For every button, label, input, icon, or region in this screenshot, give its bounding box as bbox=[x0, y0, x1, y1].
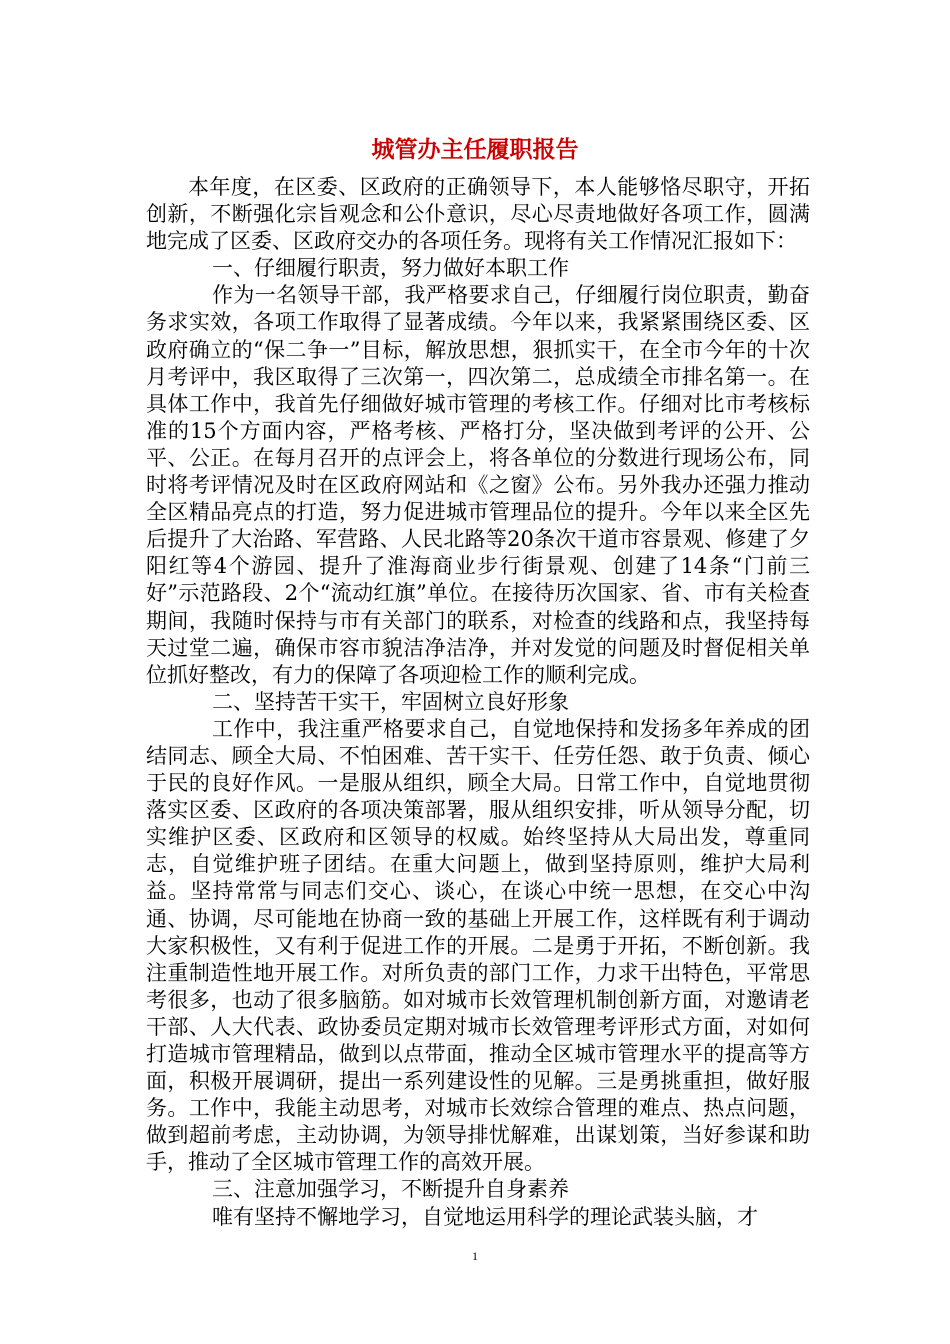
section-heading-2: 二、坚持苦干实干，牢固树立良好形象 bbox=[212, 689, 569, 714]
document-body bbox=[146, 174, 810, 1231]
paragraph-intro: 本年度，在区委、区政府的正确领导下，本人能够恪尽职守，开拓创新，不断强化宗旨观念和公仆意识，尽心尽责地做好各项工作，圆满地完成了区委、区政府交办的各项任务。现将有关工作情况汇报如下： bbox=[146, 175, 810, 254]
document-title: 城管办主任履职报告 bbox=[371, 136, 579, 163]
section-heading-3: 三、注意加强学习，不断提升自身素养 bbox=[212, 1177, 569, 1202]
section-heading-1: 一、仔细履行职责，努力做好本职工作 bbox=[212, 256, 569, 281]
paragraph-section-3: 唯有坚持不懈地学习，自觉地运用科学的理论武装头脑，才 bbox=[212, 1204, 758, 1229]
page-number: 1 bbox=[472, 1249, 478, 1263]
paragraph-section-1: 作为一名领导干部，我严格要求自己，仔细履行岗位职责，勤奋务求实效，各项工作取得了显著成绩。今年以来，我紧紧围绕区委、区政府确立的“保二争一”目标，解放思想，狠抓实干，在全市今年的十次月考评中，我区取得了三次第一，四次第二，总成绩全市排名第一。在具体工作中，我首先仔细做好城市管理的考核工作。仔细对比市考核标准的15个方面内容，严格考核、严格打分，坚决做到考评的公开、公平、公正。在每月召开的点评会上，将各单位的分数进行现场公布，同时将考评情况及时在区政府网站和《之窗》公布。另外我办还强力推动全区精品亮点的打造，努力促进城市管理品位的提升。今年以来全区先后提升了大治路、军营路、人民北路等20条次干道市容景观、修建了夕阳红等4个游园、提升了淮海商业步行街景观、创建了14条“门前三好”示范路段、2个“流动红旗”单位。在接待历次国家、省、市有关检查期间，我随时保持与市有关部门的联系，对检查的线路和点，我坚持每天过堂二遍，确保市容市貌洁净洁净，并对发觉的问题及时督促相关单位抓好整改，有力的保障了各项迎检工作的顺利完成。 bbox=[146, 283, 810, 687]
paragraph-section-2: 工作中，我注重严格要求自己，自觉地保持和发扬多年养成的团结同志、顾全大局、不怕困难、苦干实干、任劳任怨、敢于负责、倾心于民的良好作风。一是服从组织，顾全大局。日常工作中，自觉地贯彻落实区委、区政府的各项决策部署，服从组织安排，听从领导分配，切实维护区委、区政府和区领导的权威。始终坚持从大局出发，尊重同志，自觉维护班子团结。在重大问题上，做到坚持原则，维护大局利益。坚持常常与同志们交心、谈心，在谈心中统一思想，在交心中沟通、协调，尽可能地在协商一致的基础上开展工作，这样既有利于调动大家积极性，又有利于促进工作的开展。二是勇于开拓，不断创新。我注重制造性地开展工作。对所负责的部门工作，力求干出特色，平常思考很多，也动了很多脑筋。如对城市长效管理机制创新方面，对邀请老干部、人大代表、政协委员定期对城市长效管理考评形式方面，对如何打造城市管理精品，做到以点带面，推动全区城市管理水平的提高等方面，积极开展调研，提出一系列建设性的见解。三是勇挑重担，做好服务。工作中，我能主动思考，对城市长效综合管理的难点、热点问题，做到超前考虑，主动协调，为领导排忧解难，出谋划策，当好参谋和助手，推动了全区城市管理工作的高效开展。 bbox=[146, 716, 810, 1175]
